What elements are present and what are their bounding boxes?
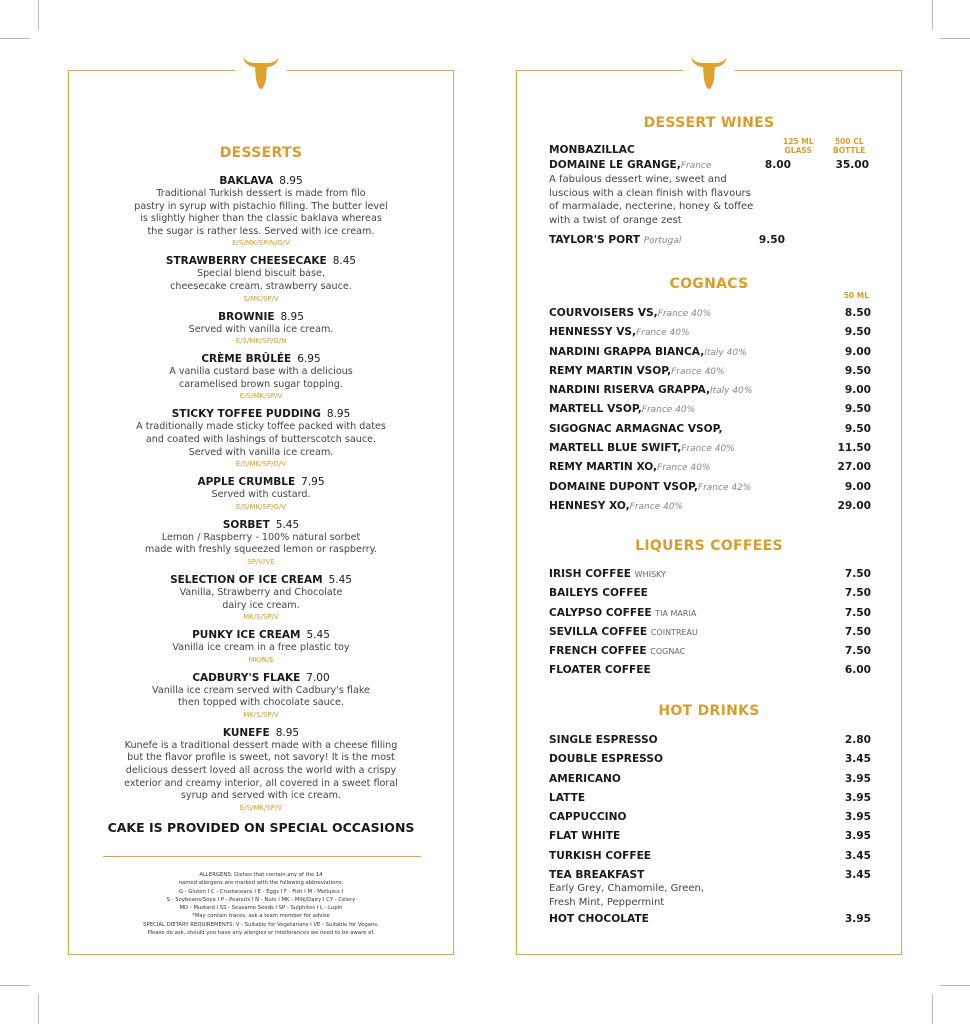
item-price: 3.45 [844, 753, 871, 766]
dessert-name: STICKY TOFFEE PUDDING [171, 408, 321, 421]
col-label: GLASS [784, 146, 812, 155]
dessert-description: then topped with chocolate sauce. [178, 697, 344, 709]
item-price: 9.00 [844, 384, 871, 397]
menu-row [549, 343, 871, 362]
item-name: IRISH COFFEE [549, 568, 631, 580]
item-price: 3.95 [844, 913, 871, 926]
cake-note: CAKE IS PROVIDED ON SPECIAL OCCASIONS [107, 819, 415, 835]
dessert-item [69, 408, 453, 470]
item-price: 9.00 [844, 480, 871, 493]
dessert-item [69, 574, 453, 623]
dessert-description: but the flavor profile is sweet, not savory! It is the most [127, 752, 395, 764]
item-price: 7.50 [844, 568, 871, 580]
bull-logo-icon [683, 55, 735, 91]
dessert-description: and coated with lashings of butterscotch sauce. [145, 433, 377, 445]
dessert-allergens: E/S/MK/SP/G/N [235, 337, 287, 346]
dessert-name-row [69, 629, 453, 642]
desc-line: A fabulous dessert wine, sweet and [549, 174, 727, 185]
dessert-name-row [69, 255, 453, 268]
item-price: 3.95 [844, 791, 871, 804]
bottle-price: 35.00 [835, 159, 869, 171]
dessert-description: caramelised brown sugar topping. [178, 378, 343, 390]
menu-row [549, 478, 871, 497]
dessert-description: Special blend biscuit base, [197, 268, 325, 280]
wine-taylors-port [549, 231, 871, 250]
item-name: MARTELL BLUE SWIFT, [549, 442, 682, 455]
dessert-price: 8.45 [332, 255, 357, 268]
hot-drinks-list [549, 731, 871, 930]
dessert-description: Served with vanilla ice cream. [188, 323, 334, 335]
allergen-line: SPECIAL DIETARY REQUIREMENTS: V - Suitable for Vegetarians I VE - Suitable for Vegans. [143, 921, 379, 928]
menu-row [549, 770, 871, 789]
dessert-allergens: SP/V/VE [247, 557, 275, 566]
item-price: 11.50 [837, 442, 871, 455]
wine-name: MONBAZILLAC [549, 144, 635, 156]
item-price: 3.95 [844, 830, 871, 843]
dessert-item [69, 476, 453, 513]
dessert-item [69, 629, 453, 666]
crop-mark [0, 985, 30, 986]
item-name: FLAT WHITE [549, 830, 621, 843]
item-origin: France 40% [641, 405, 696, 416]
dessert-name: CADBURY'S FLAKE [192, 671, 301, 684]
crop-mark [38, 994, 39, 1024]
item-spirit: WHISKY [634, 570, 666, 579]
dessert-description: Kunefe is a traditional dessert made with a cheese filling [124, 739, 398, 751]
item-price: 29.00 [837, 499, 871, 512]
item-origin: France 40% [629, 501, 684, 512]
dessert-description: pastry in syrup with pistachio filling. The butter level [134, 200, 388, 212]
wine-description [549, 173, 779, 227]
bull-logo-icon [235, 55, 287, 91]
dessert-name-row [69, 408, 453, 421]
menu-row [549, 847, 871, 866]
dessert-item [69, 353, 453, 402]
item-origin: France 40% [657, 309, 712, 319]
item-origin: France 40% [636, 328, 690, 339]
allergen-line: S - Soybeans/Soya I P - Peanuts I N - Nuts I MK - Milk/Dairy I CY - Celery [166, 896, 356, 903]
dessert-price: 8.95 [275, 726, 300, 739]
item-name: TURKISH COFFEE [549, 849, 652, 862]
dessert-name-row [69, 353, 453, 366]
glass-price: 8.00 [764, 159, 791, 171]
menu-row [549, 623, 871, 642]
desc-line: with a twist of orange zest [549, 214, 682, 226]
dessert-description: cheesecake cream, strawberry sauce. [170, 280, 352, 292]
item-price: 7.50 [844, 606, 871, 619]
liqueur-coffee-list [549, 565, 871, 681]
dessert-name-row [69, 574, 453, 587]
dessert-description: A traditionally made sticky toffee packed with dates [136, 421, 386, 433]
section-title-desserts: DESSERTS [219, 145, 303, 161]
crop-mark [38, 0, 39, 30]
item-name: BAILEYS COFFEE [549, 587, 648, 600]
menu-row [549, 439, 871, 458]
dessert-description: Vanilla ice cream in a free plastic toy [172, 642, 350, 654]
dessert-allergens: E/S/MK/SP/V [239, 803, 283, 812]
item-spirit: TIA MARIA [655, 608, 697, 618]
dessert-name: KUNEFE [222, 726, 270, 739]
item-spirit: COGNAC [650, 647, 686, 657]
dessert-allergens: E/S/MK/SP/V [239, 392, 283, 401]
menu-row [549, 565, 871, 584]
menu-row [549, 323, 871, 342]
item-name: NARDINI GRAPPA BIANCA, [549, 345, 705, 358]
section-title-hot-drinks: HOT DRINKS [658, 703, 760, 719]
dessert-item [69, 175, 453, 249]
item-price: 3.45 [844, 869, 871, 882]
menu-row [549, 808, 871, 827]
item-name: SEVILLA COFFEE [549, 625, 648, 638]
item-name: DOUBLE ESPRESSO [549, 753, 663, 766]
dessert-description: Vanilla ice cream served with Cadbury's flake [152, 684, 370, 696]
item-price: 3.95 [844, 811, 871, 824]
allergen-line: *May contain traces, ask a team member for advise [192, 913, 330, 920]
menu-row [549, 789, 871, 808]
item-origin: France 40% [671, 366, 725, 377]
item-price: 9.00 [844, 345, 871, 358]
dessert-name-row [69, 175, 453, 188]
dessert-allergens: S/MK/SP/V [243, 294, 279, 303]
dessert-price: 5.45 [328, 573, 352, 586]
item-name: FLOATER COFFEE [549, 664, 651, 677]
dessert-allergens: E/S/MK/SP/N/G/V [232, 239, 290, 248]
dessert-price: 7.00 [306, 671, 330, 684]
dessert-name: PUNKY ICE CREAM [192, 629, 301, 642]
desc-line: luscious with a clean finish with flavours [549, 187, 751, 199]
item-name: CAPPUCCINO [549, 811, 627, 824]
dessert-description: Vanilla, Strawberry and Chocolate [179, 586, 343, 598]
dessert-description: A vanilla custard base with a delicious [169, 366, 353, 378]
menu-row [549, 304, 871, 323]
dessert-description: exterior and creamy interior, all covered in a sweet floral [124, 777, 398, 789]
dessert-item [69, 255, 453, 304]
dessert-description: dairy ice cream. [222, 599, 300, 611]
dessert-name-row [69, 519, 453, 532]
dessert-name: BROWNIE [218, 310, 275, 323]
item-price: 7.50 [844, 587, 871, 600]
dessert-name-row [69, 672, 453, 685]
section-title-liqueur-coffees: LIQUERS COFFEES [635, 538, 783, 554]
dessert-item [69, 519, 453, 568]
item-price: 7.50 [844, 645, 871, 658]
item-origin: France 42% [697, 482, 752, 493]
divider [103, 856, 421, 857]
item-name: NARDINI RISERVA GRAPPA, [549, 384, 710, 397]
dessert-allergens: MK/S/SP/V [243, 613, 279, 622]
menu-row [549, 910, 871, 929]
item-name: SINGLE ESPRESSO [549, 734, 658, 746]
menu-row [549, 584, 871, 603]
menu-row [549, 458, 871, 477]
wine-monbazillac [549, 143, 871, 250]
dessert-name: BAKLAVA [219, 175, 274, 187]
desc-line: Early Grey, Chamomile, Green, [549, 883, 705, 895]
item-price: 2.80 [844, 734, 871, 746]
allergen-line: named allergens are marked with the following abbreviations: [178, 880, 344, 887]
col-label: BOTTLE [833, 146, 866, 155]
dessert-name: CRÈME BRÛLÉE [201, 353, 292, 366]
item-price: 3.45 [844, 849, 871, 862]
dessert-description: Served with custard. [211, 489, 311, 501]
dessert-description: Traditional Turkish dessert is made from filo [156, 188, 366, 199]
item-price: 3.95 [844, 772, 871, 785]
desserts-panel [68, 70, 454, 955]
section-title-dessert-wines: DESSERT WINES [643, 115, 775, 131]
item-price: 9.50 [844, 403, 871, 416]
dessert-name-row [69, 727, 453, 740]
dessert-description: is slightly higher than the classic baklava whereas [140, 213, 382, 225]
menu-row [549, 661, 871, 680]
item-origin: France 40% [657, 463, 711, 474]
item-name: TEA BREAKFAST [549, 869, 645, 882]
dessert-item [69, 311, 453, 348]
dessert-price: 8.95 [279, 175, 303, 187]
item-spirit: COINTREAU [650, 627, 698, 637]
item-name: CALYPSO COFFEE [549, 606, 652, 619]
crop-mark [0, 38, 30, 39]
item-origin: France 40% [681, 444, 735, 455]
dessert-description: Served with vanilla ice cream. [188, 446, 334, 458]
menu-row [549, 827, 871, 846]
item-origin: Italy 40% [709, 386, 753, 397]
item-price: 7.50 [844, 625, 871, 638]
menu-row [549, 400, 871, 419]
col-label: 500 CL [834, 137, 864, 146]
menu-row [549, 731, 871, 750]
crop-mark [932, 0, 933, 30]
item-name: REMY MARTIN VSOP, [549, 364, 672, 377]
glass-price: 9.50 [758, 234, 785, 246]
menu-row [549, 750, 871, 769]
cognac-list [549, 304, 871, 516]
wine-name-line2 [549, 158, 871, 173]
item-price: 8.50 [844, 307, 871, 319]
item-name: SIGOGNAC ARMAGNAC VSOP, [549, 422, 723, 435]
dessert-name: APPLE CRUMBLE [197, 476, 296, 489]
tea-description [549, 882, 779, 909]
dessert-name-row [69, 311, 453, 324]
menu-row [549, 381, 871, 400]
crop-mark [932, 994, 933, 1024]
dessert-name: SORBET [222, 518, 270, 531]
item-name: HENNESSY VS, [549, 326, 637, 339]
allergen-line: Please do ask, should you have any allergies or intollerances we need to be aware of. [147, 930, 375, 937]
item-price: 6.00 [844, 664, 871, 677]
item-name: FRENCH COFFEE [549, 645, 647, 658]
dessert-price: 7.95 [301, 476, 325, 489]
item-price: 9.50 [844, 364, 871, 377]
dessert-price: 8.95 [326, 408, 351, 421]
dessert-name-row [69, 476, 453, 489]
item-name: MARTELL VSOP, [549, 403, 642, 416]
allergen-line: MD - Mustard I SS - Seasame Seeds I SP - Sulphites I L - Lupin [179, 905, 343, 912]
menu-row [549, 362, 871, 381]
desc-line: of marmalade, necterine, honey & toffee [549, 201, 754, 212]
crop-mark [940, 38, 970, 39]
wine-name: TAYLOR'S PORT [549, 234, 641, 246]
cognac-column-header: 50 ML [843, 291, 869, 300]
wine-origin: France [680, 161, 712, 171]
dessert-allergens: MK/S/SP/V [243, 710, 279, 719]
item-price: 27.00 [837, 461, 871, 474]
item-name: REMY MARTIN XO, [549, 461, 658, 474]
menu-row [549, 420, 871, 439]
menu-row [549, 866, 871, 885]
wine-origin: Portugal [643, 236, 682, 246]
dessert-description: made with freshly squeezed lemon or raspberry. [145, 544, 377, 556]
allergen-line: ALLERGENS: Dishes that contain any of the 14 [199, 872, 323, 878]
dessert-price: 5.45 [306, 629, 330, 642]
dessert-price: 8.95 [280, 310, 304, 323]
dessert-price: 6.95 [297, 353, 321, 366]
item-origin: Italy 40% [704, 347, 747, 358]
item-name: AMERICANO [549, 772, 621, 785]
menu-row [549, 642, 871, 661]
dessert-description: Lemon / Raspberry - 100% natural sorbet [161, 531, 361, 543]
item-price: 9.50 [844, 326, 871, 339]
section-title-cognacs: COGNACS [669, 276, 749, 292]
dessert-allergens: MK/N/E [248, 655, 274, 664]
menu-row [549, 497, 871, 516]
item-name: HOT CHOCOLATE [549, 913, 649, 926]
item-name: LATTE [549, 791, 586, 804]
dessert-allergens: E/S/MK/SP/G/V [235, 460, 287, 469]
dessert-name: STRAWBERRY CHEESECAKE [165, 255, 327, 268]
menu-row [549, 604, 871, 623]
dessert-description: delicious dessert loved all across the world with a crispy [125, 765, 397, 777]
item-name: HENNESY XO, [549, 499, 630, 512]
allergens-note [79, 871, 443, 937]
dessert-item [69, 672, 453, 721]
dessert-item [69, 727, 453, 814]
dessert-description: syrup and served with ice cream. [181, 790, 341, 802]
drinks-panel [516, 70, 902, 955]
item-price: 9.50 [844, 422, 871, 435]
item-name: COURVOISERS VS, [549, 307, 658, 319]
dessert-description: the sugar is rather less. Served with ice cream. [147, 225, 375, 237]
wine-name: DOMAINE LE GRANGE, [549, 159, 681, 171]
crop-mark [940, 985, 970, 986]
col-label: 125 ML [783, 137, 814, 146]
dessert-name: SELECTION OF ICE CREAM [170, 573, 323, 586]
allergen-line: G - Gluten I C - Crustaceans I E - Eggs I F - Fish I M - Molluscs I [178, 888, 344, 895]
item-name: DOMAINE DUPONT VSOP, [549, 480, 698, 493]
dessert-price: 5.45 [275, 518, 300, 531]
desc-line: Fresh Mint, Peppermint [549, 896, 665, 908]
dessert-allergens: E/S/MK/SP/G/V [235, 502, 287, 511]
